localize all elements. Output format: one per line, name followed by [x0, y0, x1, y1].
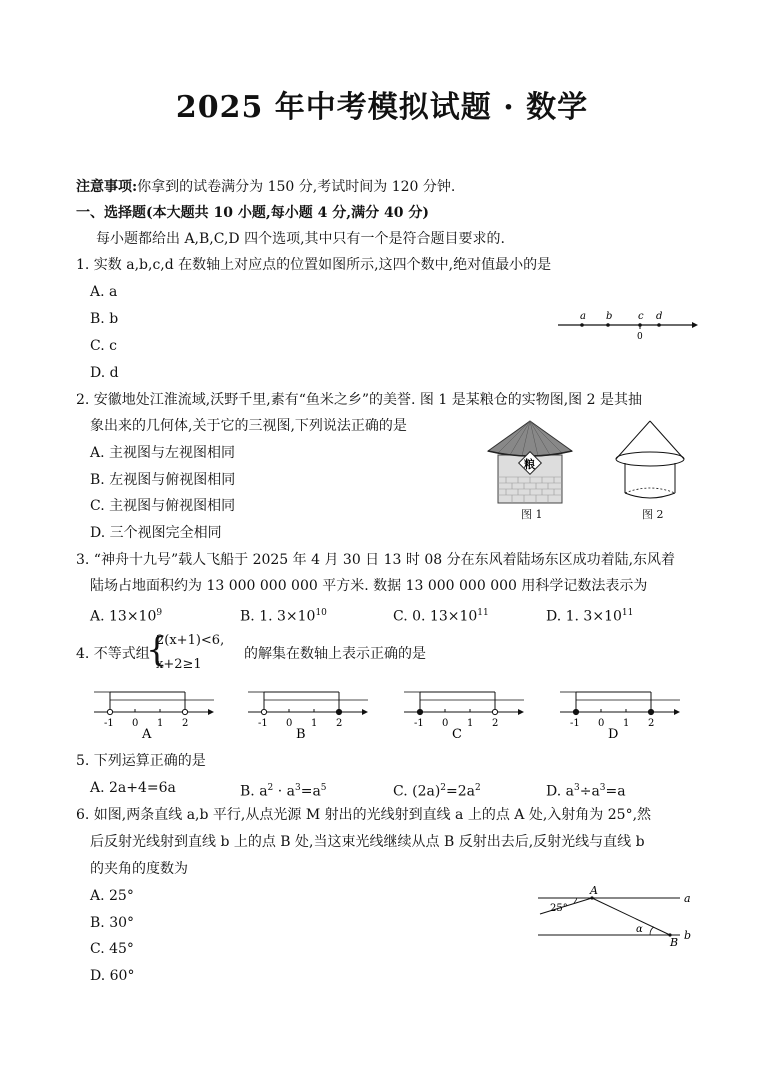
tick-label: 1 [467, 718, 474, 729]
q3-option-d: D. 1. $3\times 10^{11}$ [546, 608, 634, 625]
tick-label: 0 [442, 718, 449, 729]
label-c: c [638, 311, 644, 322]
q1-option-c: C. c [90, 338, 117, 354]
tick-label: 0 [132, 718, 139, 729]
q3-stem-line2: 陆场占地面积约为 13 000 000 000 平方米. 数据 13 000 000 000 用科学记数法表示为 [90, 578, 648, 594]
q2-option-d: D. 三个视图完全相同 [90, 525, 222, 541]
q1-option-d: D. d [90, 365, 119, 381]
q3-option-c: C. 0. $13\times 10^{11}$ [393, 608, 489, 625]
tick-label: 2 [336, 718, 343, 729]
q2-stem-line1: 2. 安徽地处江淮流域,沃野千里,素有“鱼米之乡”的美誉. 图 1 是某粮仓的实物图,图 2 是其抽 [76, 392, 642, 408]
endpoint-right [492, 709, 497, 714]
tick-label: 1 [311, 718, 318, 729]
tick-label: 2 [648, 718, 655, 729]
q2-option-a: A. 主视图与左视图相同 [90, 445, 236, 461]
endpoint-left [573, 709, 578, 714]
q5-option-a: A. 2a+4=6a [90, 780, 176, 796]
tick-label: 1 [157, 718, 164, 729]
q2-option-b: B. 左视图与俯视图相同 [90, 472, 236, 488]
section-instruction: 每小题都给出 A,B,C,D 四个选项,其中只有一个是符合题目要求的. [96, 231, 505, 247]
q4-suffix: 的解集在数轴上表示正确的是 [244, 646, 426, 662]
reflected-ray [592, 898, 670, 935]
q4-option-letter: C [452, 727, 462, 740]
q4-inequality-1: 2(x+1)<6, [156, 633, 225, 648]
q3-option-a: A. $13\times 10^9$ [90, 608, 163, 625]
granary-sign-char: 粮 [524, 458, 535, 471]
point-B-label: B [670, 936, 679, 949]
q1-option-a: A. a [90, 284, 118, 300]
alpha-label: α [636, 924, 643, 935]
q5-option-d: D. $a^3\div a^3=a$ [546, 783, 626, 800]
q4-prefix: 4. 不等式组 [76, 646, 150, 662]
label-b: b [606, 311, 613, 322]
notice-line [76, 178, 455, 196]
tick-label: 2 [492, 718, 499, 729]
label-a: a [580, 311, 586, 322]
label-d: d [656, 311, 663, 322]
endpoint-right [648, 709, 653, 714]
q6-option-d: D. 60° [90, 968, 135, 984]
point-b [606, 323, 610, 327]
notice-label: 注意事项: [76, 179, 138, 195]
endpoint-left [107, 709, 112, 714]
tick-label: -1 [258, 718, 268, 729]
label-zero: 0 [637, 332, 643, 342]
q4-option-letter: B [296, 727, 306, 740]
tick-label: 1 [623, 718, 630, 729]
q6-option-c: C. 45° [90, 941, 134, 957]
q3-option-b: B. 1. $3\times 10^{10}$ [240, 608, 327, 625]
q6-reflection-figure [530, 884, 700, 950]
tick-label: 0 [286, 718, 293, 729]
q1-option-b: B. b [90, 311, 119, 327]
tick-label: 0 [598, 718, 605, 729]
system-brace: { [146, 630, 168, 670]
q6-option-a: A. 25° [90, 888, 134, 904]
tick-label: 2 [182, 718, 189, 729]
q4-option-c-number-line [400, 684, 530, 740]
q3-stem-line1: 3. “神舟十九号”载人飞船于 2025 年 4 月 30 日 13 时 08 分在东风着陆场东区成功着陆,东风着 [76, 552, 676, 568]
point-A-label: A [590, 884, 598, 897]
endpoint-right [336, 709, 341, 714]
q5-stem: 5. 下列运算正确的是 [76, 753, 206, 769]
tick-label: -1 [570, 718, 580, 729]
endpoint-left [261, 709, 266, 714]
q4-option-letter: D [608, 727, 619, 740]
q4-inequality-2: x+2≥1 [156, 657, 202, 672]
fig2-caption: 图 2 [642, 508, 664, 521]
section-heading: 一、选择题(本大题共 10 小题,每小题 4 分,满分 40 分) [76, 205, 429, 221]
q5-option-b: B. $a^2 \cdot a^3=a^5$ [240, 783, 327, 800]
q1-number-line [556, 306, 701, 346]
q4-option-b-number-line [244, 684, 374, 740]
endpoint-left [417, 709, 422, 714]
q6-stem-line1: 6. 如图,两条直线 a,b 平行,从点光源 M 射出的光线射到直线 a 上的点 A 处,入射角为 25°,然 [76, 807, 652, 823]
q2-option-c: C. 主视图与俯视图相同 [90, 498, 236, 514]
q6-stem-line3: 的夹角的度数为 [90, 861, 188, 877]
q6-option-b: B. 30° [90, 915, 135, 931]
page-title: 2025 年中考模拟试题 · 数学 [175, 90, 589, 125]
granary-photo [484, 417, 576, 507]
line-b-label: b [684, 929, 692, 942]
q2-stem-line2: 象出来的几何体,关于它的三视图,下列说法正确的是 [90, 418, 407, 434]
point-d [657, 323, 661, 327]
point-a [580, 323, 584, 327]
q4-option-d-number-line [556, 684, 686, 740]
notice-text: 你拿到的试卷满分为 150 分,考试时间为 120 分钟. [137, 179, 456, 195]
fig1-caption: 图 1 [521, 508, 543, 521]
q5-option-c: C. $(2a)^2=2a^2$ [393, 783, 481, 800]
q4-option-a-number-line [90, 684, 220, 740]
granary-geometry [610, 417, 692, 505]
q4-option-letter: A [142, 727, 152, 740]
line-a-label: a [684, 892, 691, 905]
tick-label: -1 [414, 718, 424, 729]
tick-label: -1 [104, 718, 114, 729]
q1-stem: 1. 实数 a,b,c,d 在数轴上对应点的位置如图所示,这四个数中,绝对值最小的是 [76, 257, 552, 273]
endpoint-right [182, 709, 187, 714]
q6-stem-line2: 后反射光线射到直线 b 上的点 B 处,当这束光线继续从点 B 反射出去后,反射光线与直线 b [90, 834, 645, 850]
angle-label: 25° [550, 903, 568, 914]
